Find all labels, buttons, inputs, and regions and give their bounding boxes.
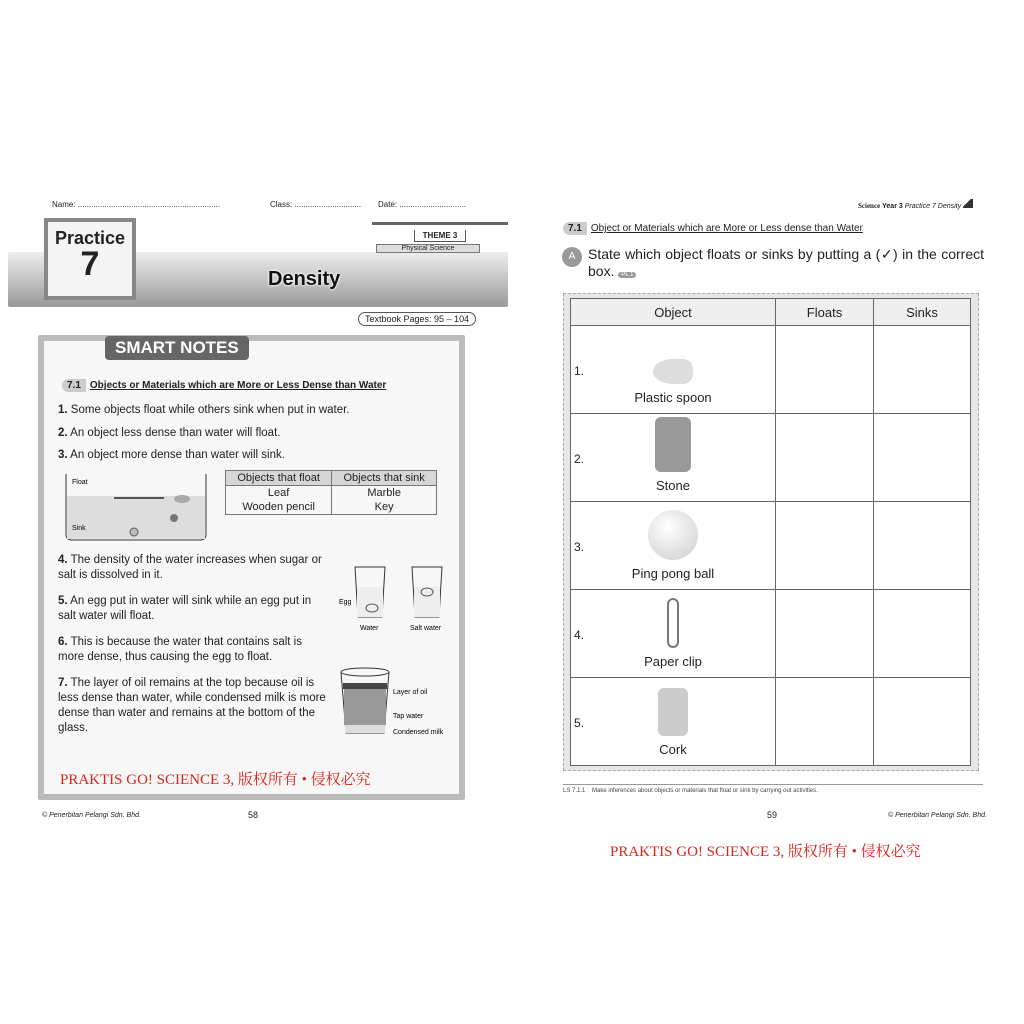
float-sink-answer-table: [570, 298, 971, 766]
table-row: 4. Paper clip: [571, 590, 971, 678]
cork-image: [658, 688, 688, 736]
table-row: 2. Stone: [571, 414, 971, 502]
header-object: Object: [571, 299, 776, 326]
question-letter: A: [562, 247, 582, 267]
stone-image: [655, 417, 691, 472]
textbook-pages: Textbook Pages: 95 – 104: [358, 312, 476, 326]
float-label: Float: [72, 479, 88, 486]
note-5: 5. An egg put in water will sink while an egg put in salt water will float.: [58, 595, 312, 622]
smart-notes-heading: SMART NOTES: [105, 336, 249, 360]
signal-icon: [963, 199, 973, 208]
sink-item: Marble: [367, 487, 401, 499]
left-page-number: 58: [248, 810, 259, 820]
note-3: 3. An object more dense than water will sink.: [58, 449, 285, 461]
theme-subtitle: Physical Science: [376, 244, 480, 253]
learning-standard: LS 7.1.1 Make inferences about objects or materials that float or sink by carrying out activities.: [563, 784, 983, 794]
theme-label: [372, 222, 508, 253]
note-1: 1. Some objects float while others sink when put in water.: [58, 404, 350, 416]
egg-glasses-diagram: [338, 562, 450, 640]
float-item: Leaf: [267, 487, 290, 499]
floats-cell[interactable]: [776, 502, 874, 590]
left-footer: © Penerbitan Pelangi Sdn. Bhd.: [42, 812, 141, 819]
object-name: Plastic spoon: [634, 390, 712, 405]
section-number: 7.1: [62, 379, 86, 392]
theme-number: THEME 3: [414, 230, 467, 242]
note-4: 4. The density of the water increases when sugar or salt is dissolved in it.: [58, 554, 322, 581]
section-title: Objects or Materials which are More or Less Dense than Water: [89, 380, 387, 391]
right-section-heading: [563, 223, 863, 234]
header-sink: Objects that sink: [332, 471, 437, 486]
floats-cell[interactable]: [776, 414, 874, 502]
question-text: State which object floats or sinks by putting a (✓) in the correct box. PL 1: [588, 246, 984, 279]
watermark-left: PRAKTIS GO! SCIENCE 3, 版权所有 • 侵权必究: [60, 772, 371, 788]
note-2: 2. An object less dense than water will float.: [58, 427, 281, 439]
header-sinks: Sinks: [874, 299, 971, 326]
paper-clip-image: [667, 598, 679, 648]
object-name: Cork: [659, 742, 687, 757]
section-heading: [62, 380, 386, 391]
oil-label: Layer of oil: [393, 689, 428, 696]
egg-label: Egg: [339, 599, 352, 606]
sink-label: Sink: [72, 525, 86, 532]
class-field[interactable]: Class: ..............................: [270, 200, 362, 209]
table-row: 5. Cork: [571, 678, 971, 766]
page-title: Density: [268, 268, 341, 290]
right-page-number: 59: [767, 810, 778, 820]
notes-list: [58, 553, 330, 736]
running-header: Science Year 3 Practice 7 Density: [858, 199, 973, 210]
pl-badge: PL 1: [618, 272, 636, 278]
table-row: 1. Plastic spoon: [571, 326, 971, 414]
float-sink-diagram: [64, 472, 210, 542]
sinks-cell[interactable]: [874, 590, 971, 678]
sink-item: Key: [374, 501, 394, 513]
floats-cell[interactable]: [776, 326, 874, 414]
name-field[interactable]: Name: ................................................................: [52, 200, 221, 209]
object-name: Ping pong ball: [631, 566, 715, 581]
tap-water-label: Tap water: [393, 713, 424, 720]
sinks-cell[interactable]: [874, 326, 971, 414]
water-label: Water: [360, 625, 379, 632]
practice-sign: [44, 218, 136, 300]
date-field[interactable]: Date: ..............................: [378, 200, 467, 209]
sinks-cell[interactable]: [874, 414, 971, 502]
floats-cell[interactable]: [776, 590, 874, 678]
float-item: Wooden pencil: [242, 501, 315, 513]
section-title: Object or Materials which are More or Less dense than Water: [590, 223, 863, 234]
spoon-image: [653, 359, 693, 384]
sinks-cell[interactable]: [874, 678, 971, 766]
salt-water-label: Salt water: [410, 625, 442, 632]
sinks-cell[interactable]: [874, 502, 971, 590]
right-footer: © Penerbitan Pelangi Sdn. Bhd.: [888, 812, 987, 819]
practice-number: 7: [80, 245, 100, 283]
header-floats: Floats: [776, 299, 874, 326]
note-7: 7. The layer of oil remains at the top because oil is less dense than water, while condensed milk is more dense than water and remains at the bottom of the glass.: [58, 677, 326, 734]
ball-image: [648, 510, 698, 560]
table-row: 3. Ping pong ball: [571, 502, 971, 590]
note-6: 6. This is because the water that contains salt is more dense, thus causing the egg to float.: [58, 636, 302, 663]
practice-label: Practice: [54, 228, 126, 248]
layers-glass-diagram: [338, 665, 450, 740]
floats-cell[interactable]: [776, 678, 874, 766]
milk-label: Condensed milk: [393, 729, 444, 736]
object-name: Paper clip: [644, 654, 702, 669]
watermark-right: PRAKTIS GO! SCIENCE 3, 版权所有 • 侵权必究: [610, 844, 921, 860]
float-sink-table: [225, 470, 437, 515]
section-number: 7.1: [563, 222, 587, 235]
header-float: Objects that float: [226, 471, 332, 486]
object-name: Stone: [656, 478, 690, 493]
